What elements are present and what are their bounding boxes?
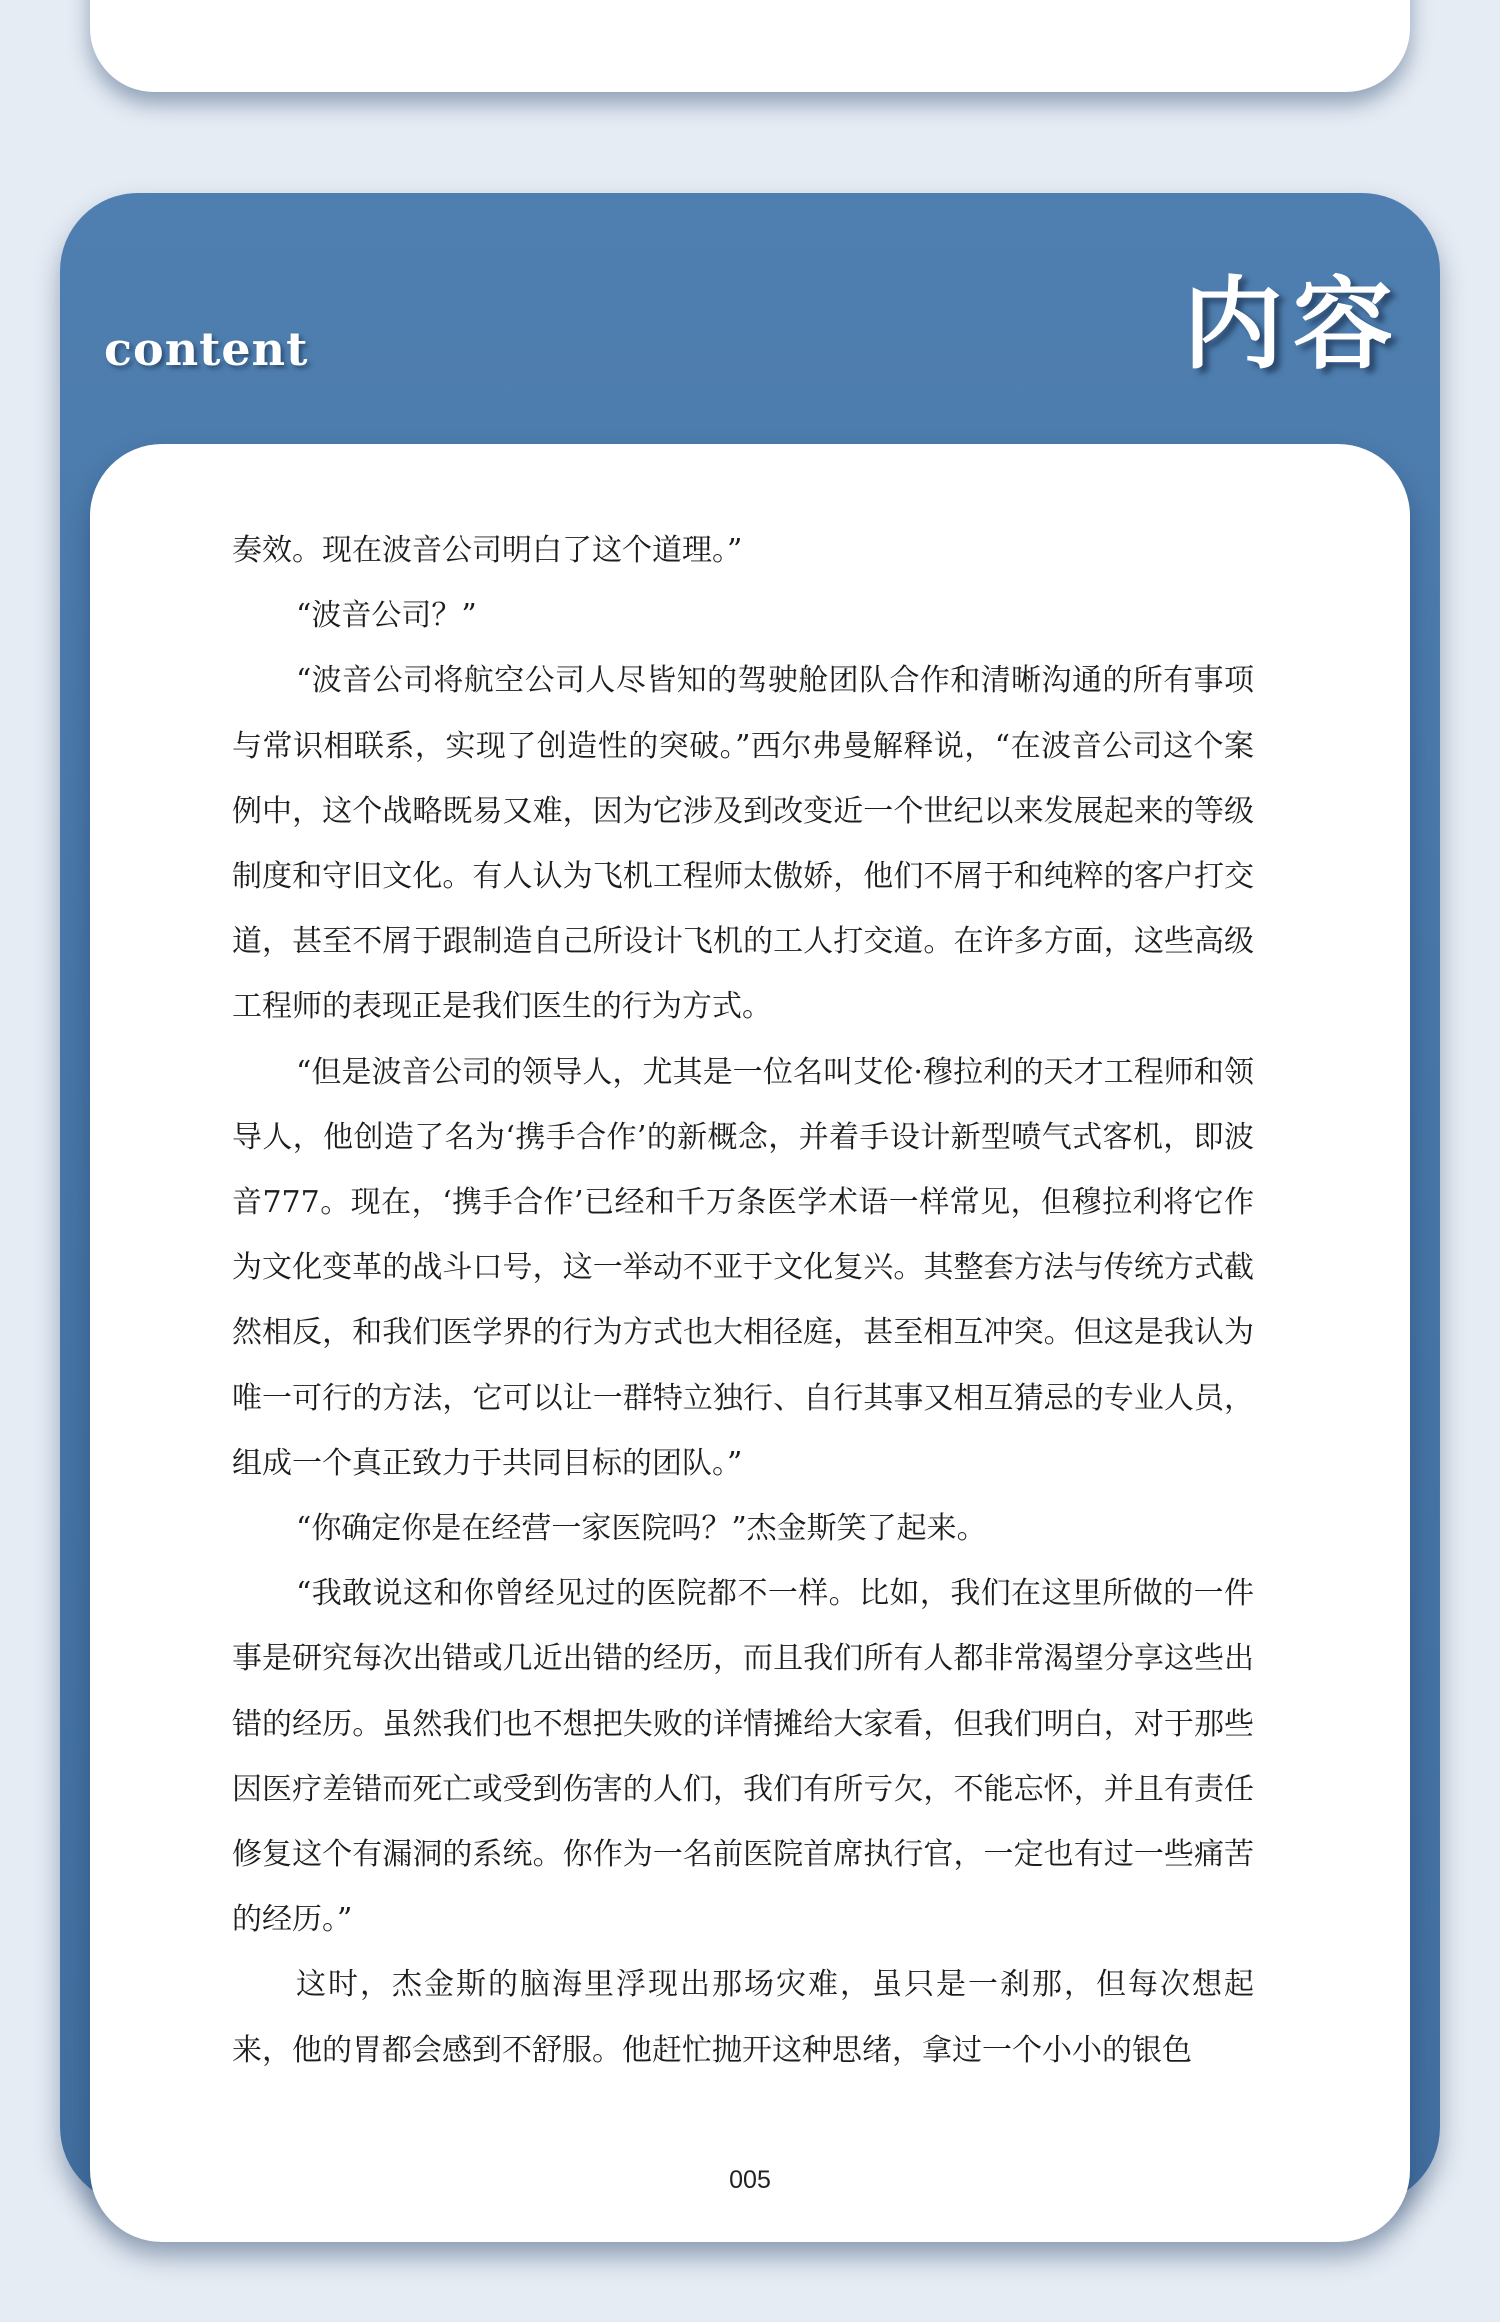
paragraph-2: “波音公司？” (296, 598, 477, 634)
paragraph-3: “波音公司将航空公司人尽皆知的驾驶舱团队合作和清晰沟通的所有事项与常识相联系，实现了创造性的突破。”西尔弗曼解释说，“在波音公司这个案例中，这个战略既易又难，因为它涉及到改变近一个世纪以来发展起来的等级制度和守旧文化。有人认为飞机工程师太傲娇，他们不屑于和纯粹的客户打交道，甚至不屑于跟制造自己所设计飞机的工人打交道。在许多方面，这些高级工程师的表现正是我们医生的行为方式。 (232, 663, 1254, 1025)
section-label: content (104, 322, 309, 376)
paragraph-1: 奏效。现在波音公司明白了这个道理。” (232, 533, 743, 568)
page-number: 005 (729, 2166, 771, 2194)
paragraph-5: “你确定你是在经营一家医院吗？”杰金斯笑了起来。 (296, 1511, 987, 1547)
book-excerpt (232, 518, 1254, 2083)
paragraph-7: 这时，杰金斯的脑海里浮现出那场灾难，虽只是一刹那，但每次想起来，他的胃都会感到不舒服。他赶忙抛开这种思绪，拿过一个小小的银色 (232, 1967, 1254, 2068)
paragraph-4: “但是波音公司的领导人，尤其是一位名叫艾伦·穆拉利的天才工程师和领导人，他创造了名为‘携手合作’的新概念，并着手设计新型喷气式客机，即波音777。现在，‘携手合作’已经和千万条医学术语一样常见，但穆拉利将它作为文化变革的战斗口号，这一举动不亚于文化复兴。其整套方法与传统方式截然相反，和我们医学界的行为方式也大相径庭，甚至相互冲突。但这是我认为唯一可行的方法，它可以让一群特立独行、自行其事又相互猜忌的专业人员，组成一个真正致力于共同目标的团队。” (232, 1054, 1254, 1481)
paragraph-6: “我敢说这和你曾经见过的医院都不一样。比如，我们在这里所做的一件事是研究每次出错或几近出错的经历，而且我们所有人都非常渴望分享这些出错的经历。虽然我们也不想把失败的详情摊给大家看，但我们明白，对于那些因医疗差错而死亡或受到伤害的人们，我们有所亏欠，不能忘怀，并且有责任修复这个有漏洞的系统。你作为一名前医院首席执行官，一定也有过一些痛苦的经历。” (232, 1576, 1254, 1938)
section-title: 内容 (1183, 265, 1403, 383)
previous-page-card (90, 0, 1410, 92)
